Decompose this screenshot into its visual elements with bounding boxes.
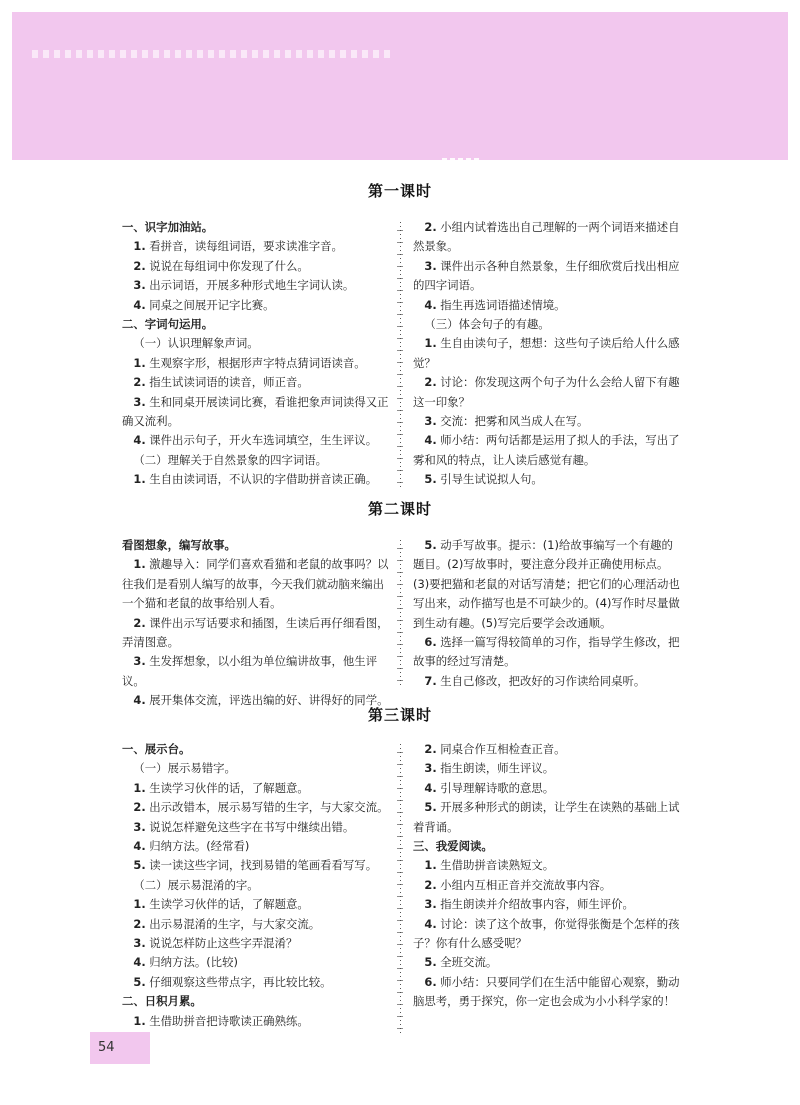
list-item bbox=[122, 856, 392, 875]
item-text: （二）展示易混淆的字。 bbox=[133, 877, 259, 892]
list-item bbox=[413, 915, 683, 954]
lesson2-right-column bbox=[413, 536, 683, 691]
item-text: 展开集体交流，评选出编的好、讲得好的同学。 bbox=[145, 693, 389, 708]
item-number: 4. bbox=[424, 297, 437, 312]
list-item bbox=[122, 759, 392, 778]
list-item bbox=[122, 973, 392, 992]
item-text: 生发挥想象，以小组为单位编讲故事，他生评议。 bbox=[122, 654, 378, 688]
item-number: 3. bbox=[133, 394, 146, 409]
list-item bbox=[122, 334, 392, 353]
item-number: 1. bbox=[424, 858, 437, 873]
list-item bbox=[122, 1012, 392, 1031]
list-item bbox=[122, 652, 392, 691]
item-number: 1. bbox=[133, 897, 146, 912]
list-item bbox=[122, 296, 392, 315]
list-item bbox=[413, 740, 683, 759]
item-text: 指生再选词语描述情境。 bbox=[436, 297, 566, 312]
lesson3-right-column bbox=[413, 740, 683, 1012]
item-text: 小组内互相正音并交流故事内容。 bbox=[436, 877, 612, 892]
lesson3-left-column bbox=[122, 740, 392, 1031]
item-number: 2. bbox=[133, 800, 146, 815]
item-text: 说说怎样防止这些字弄混淆？ bbox=[145, 936, 298, 951]
lesson1-right-column bbox=[413, 218, 683, 490]
list-item bbox=[122, 934, 392, 953]
item-text: 指生朗读，师生评议。 bbox=[436, 761, 555, 776]
list-item bbox=[122, 818, 392, 837]
item-number: 1. bbox=[133, 1013, 146, 1028]
item-text: 课件出示各种自然景象，生仔细欣赏后找出相应的四字词语。 bbox=[413, 258, 680, 293]
list-item bbox=[413, 431, 683, 470]
list-item bbox=[413, 257, 683, 296]
item-text: 课件出示写话要求和插图，生读后再仔细看图，弄清图意。 bbox=[122, 615, 389, 650]
item-number: 4. bbox=[133, 839, 146, 854]
section-heading: 一、展示台。 bbox=[122, 742, 191, 756]
column-divider bbox=[397, 540, 403, 688]
item-number: 1. bbox=[133, 557, 146, 572]
item-text: 指生朗读并介绍故事内容，师生评价。 bbox=[436, 897, 634, 912]
item-number: 3. bbox=[424, 897, 437, 912]
item-number: 2. bbox=[424, 220, 437, 234]
banner-decoration-small bbox=[442, 158, 482, 170]
banner-decoration bbox=[32, 50, 392, 58]
item-number: 5. bbox=[133, 974, 146, 989]
list-item bbox=[413, 876, 683, 895]
item-number: 7. bbox=[424, 673, 437, 688]
list-item bbox=[413, 536, 683, 633]
list-item bbox=[122, 451, 392, 470]
item-number: 1. bbox=[133, 239, 146, 254]
item-number: 2. bbox=[133, 916, 146, 931]
list-item bbox=[122, 555, 392, 613]
list-item bbox=[122, 837, 392, 856]
list-item bbox=[122, 257, 392, 276]
list-item bbox=[413, 334, 683, 373]
item-text: 生自由读句子，想想：这些句子读后给人什么感觉？ bbox=[413, 336, 680, 370]
list-item bbox=[122, 393, 392, 432]
list-item bbox=[122, 798, 392, 817]
item-text: 引导生试说拟人句。 bbox=[436, 472, 543, 487]
item-text: 读一读这些字词，找到易错的笔画看看写写。 bbox=[145, 858, 378, 873]
item-number: 3. bbox=[424, 258, 437, 273]
item-number: 1. bbox=[133, 472, 146, 487]
item-text: 师小结：两句话都是运用了拟人的手法，写出了雾和风的特点，让人读后感觉有趣。 bbox=[413, 433, 680, 467]
list-item bbox=[122, 614, 392, 653]
item-text: 动手写故事。提示：(1)给故事编写一个有趣的题目。(2)写故事时，要注意分段并正确使用标点。(3)要把猫和老鼠的对话写清楚；把它们的心理活动也写出来，动作描写也是不可缺少的。(4)写作时尽量做到生动有趣。(5)写完后要学会改通顺。 bbox=[413, 538, 680, 630]
list-item bbox=[413, 856, 683, 875]
section-heading: 二、字词句运用。 bbox=[122, 317, 214, 332]
list-item bbox=[122, 354, 392, 373]
item-number: 2. bbox=[133, 375, 146, 390]
item-number: 1. bbox=[133, 780, 146, 795]
item-number: 2. bbox=[133, 615, 146, 630]
item-text: 说说在每组词中你发现了什么。 bbox=[145, 258, 309, 273]
page-number: 54 bbox=[90, 1032, 150, 1064]
item-text: 小组内试着选出自己理解的一两个词语来描述自然景象。 bbox=[413, 220, 680, 254]
item-number: 4. bbox=[133, 297, 146, 312]
item-text: 出示易混淆的生字，与大家交流。 bbox=[145, 916, 321, 931]
item-number: 2. bbox=[424, 877, 437, 892]
column-divider bbox=[397, 222, 403, 488]
item-text: 仔细观察这些带点字，再比较比较。 bbox=[145, 974, 332, 989]
item-text: 开展多种形式的朗读，让学生在读熟的基础上试着背诵。 bbox=[413, 800, 680, 834]
list-item bbox=[122, 953, 392, 972]
section-heading: 三、我爱阅读。 bbox=[413, 839, 493, 854]
list-item bbox=[122, 876, 392, 895]
item-number: 4. bbox=[424, 916, 437, 931]
item-text: 出示改错本，展示易写错的生字，与大家交流。 bbox=[145, 800, 389, 815]
column-divider bbox=[397, 744, 403, 1034]
item-number: 1. bbox=[133, 355, 146, 370]
item-number: 3. bbox=[133, 654, 146, 669]
item-number: 2. bbox=[133, 258, 146, 273]
item-number: 2. bbox=[424, 742, 437, 756]
list-item bbox=[122, 373, 392, 392]
list-item bbox=[122, 895, 392, 914]
item-text: 同桌之间展开记字比赛。 bbox=[145, 297, 275, 312]
list-item bbox=[413, 470, 683, 489]
item-text: 出示词语，开展多种形式地生字词认读。 bbox=[145, 278, 355, 293]
item-text: 生借助拼音读熟短文。 bbox=[436, 858, 555, 873]
item-number: 3. bbox=[133, 936, 146, 951]
list-item bbox=[122, 915, 392, 934]
list-item bbox=[413, 296, 683, 315]
item-text: 归纳方法。(比较) bbox=[145, 955, 238, 970]
list-item bbox=[413, 759, 683, 778]
item-number: 2. bbox=[424, 375, 437, 390]
item-number: 3. bbox=[424, 414, 437, 429]
list-item bbox=[413, 895, 683, 914]
item-text: 课件出示句子，开火车选词填空，生生评议。 bbox=[145, 433, 378, 448]
list-item bbox=[413, 953, 683, 972]
item-text: 指生试读词语的读音，师正音。 bbox=[145, 375, 309, 390]
item-number: 6. bbox=[424, 635, 437, 650]
lesson2-left-column bbox=[122, 536, 392, 711]
item-number: 5. bbox=[424, 800, 437, 815]
item-text: 交流：把雾和风当成人在写。 bbox=[436, 414, 589, 429]
item-text: 看拼音，读每组词语，要求读准字音。 bbox=[145, 239, 343, 254]
item-text: 引导理解诗歌的意思。 bbox=[436, 780, 555, 795]
item-text: 生借助拼音把诗歌读正确熟练。 bbox=[145, 1013, 309, 1028]
item-number: 6. bbox=[424, 974, 437, 989]
list-item bbox=[413, 373, 683, 412]
lesson3-title: 第三课时 bbox=[367, 706, 432, 724]
list-item bbox=[122, 237, 392, 256]
item-number: 3. bbox=[133, 819, 146, 834]
item-text: （三）体会句子的有趣。 bbox=[424, 317, 550, 332]
item-text: 同桌合作互相检查正音。 bbox=[436, 742, 566, 756]
item-number: 4. bbox=[424, 433, 437, 448]
item-text: 选择一篇写得较简单的习作，指导学生修改，把故事的经过写清楚。 bbox=[413, 635, 680, 669]
item-number: 5. bbox=[133, 858, 146, 873]
item-text: （二）理解关于自然景象的四字词语。 bbox=[133, 452, 328, 467]
item-number: 1. bbox=[424, 336, 437, 351]
item-text: 生自由读词语，不认识的字借助拼音读正确。 bbox=[145, 472, 378, 487]
item-text: 生读学习伙伴的话，了解题意。 bbox=[145, 780, 309, 795]
list-item bbox=[122, 431, 392, 450]
lesson1-title: 第一课时 bbox=[367, 182, 432, 200]
section-heading: 看图想象，编写故事。 bbox=[122, 538, 236, 552]
item-text: 激趣导入：同学们喜欢看猫和老鼠的故事吗？以往我们是看别人编写的故事，今天我们就动脑来编出一个猫和老鼠的故事给别人看。 bbox=[122, 557, 389, 611]
item-number: 5. bbox=[424, 472, 437, 487]
list-item bbox=[413, 633, 683, 672]
item-text: 生读学习伙伴的话，了解题意。 bbox=[145, 897, 309, 912]
item-text: 生自己修改，把改好的习作读给同桌听。 bbox=[436, 673, 646, 688]
item-number: 5. bbox=[424, 538, 437, 552]
list-item bbox=[413, 315, 683, 334]
item-number: 3. bbox=[424, 761, 437, 776]
item-text: 归纳方法。(经常看) bbox=[145, 839, 250, 854]
item-number: 4. bbox=[133, 433, 146, 448]
item-text: 说说怎样避免这些字在书写中继续出错。 bbox=[145, 819, 355, 834]
item-text: 全班交流。 bbox=[436, 955, 498, 970]
header-banner bbox=[12, 12, 788, 160]
list-item bbox=[122, 470, 392, 489]
item-number: 5. bbox=[424, 955, 437, 970]
section-heading: 一、识字加油站。 bbox=[122, 220, 214, 234]
lesson1-left-column bbox=[122, 218, 392, 490]
item-number: 3. bbox=[133, 278, 146, 293]
list-item bbox=[413, 798, 683, 837]
item-text: （一）展示易错字。 bbox=[133, 761, 236, 776]
item-number: 4. bbox=[133, 693, 146, 708]
list-item bbox=[122, 779, 392, 798]
section-heading: 二、日积月累。 bbox=[122, 994, 202, 1009]
list-item bbox=[413, 218, 683, 257]
item-text: （一）认识理解象声词。 bbox=[133, 336, 259, 351]
item-text: 生和同桌开展读词比赛，看谁把象声词读得又正确又流利。 bbox=[122, 394, 389, 429]
list-item bbox=[413, 412, 683, 431]
item-text: 生观察字形，根据形声字特点猜词语读音。 bbox=[145, 355, 366, 370]
list-item bbox=[122, 276, 392, 295]
list-item bbox=[413, 779, 683, 798]
list-item bbox=[413, 672, 683, 691]
lesson2-title: 第二课时 bbox=[367, 500, 432, 518]
list-item bbox=[413, 973, 683, 1012]
item-number: 4. bbox=[424, 780, 437, 795]
item-text: 师小结：只要同学们在生活中能留心观察，勤动脑思考，勇于探究，你一定也会成为小小科学家的！ bbox=[413, 974, 680, 1009]
item-text: 讨论：读了这个故事，你觉得张衡是个怎样的孩子？你有什么感受呢？ bbox=[413, 916, 680, 951]
item-text: 讨论：你发现这两个句子为什么会给人留下有趣这一印象？ bbox=[413, 375, 680, 409]
item-number: 4. bbox=[133, 955, 146, 970]
